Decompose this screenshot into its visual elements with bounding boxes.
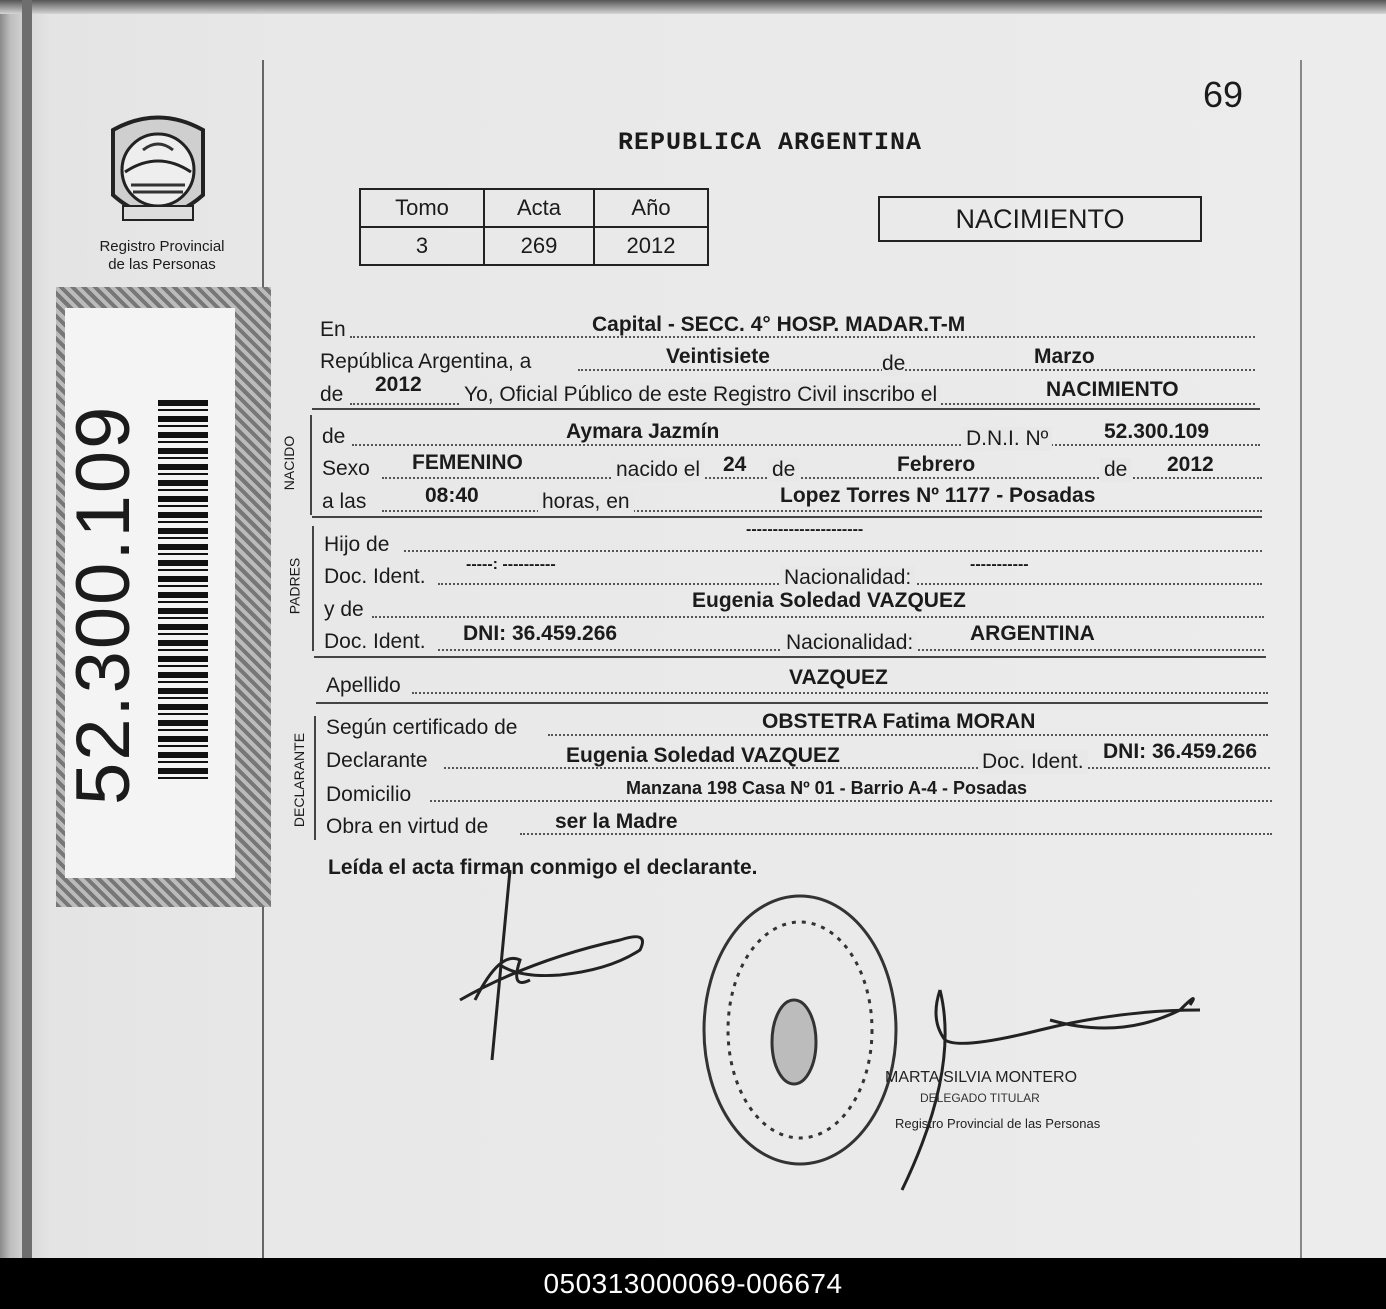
republica-label: República Argentina, a: [320, 350, 532, 373]
official-signature: [902, 990, 1200, 1190]
acta-header-tomo: Tomo: [360, 189, 484, 227]
dotted-line: [430, 800, 1272, 802]
section-divider: [314, 656, 1266, 658]
father-name-value: ----------------------: [746, 521, 864, 538]
en-label: En: [320, 318, 346, 341]
mother-nac-value: ARGENTINA: [970, 622, 1095, 645]
page-number: 69: [1203, 74, 1244, 115]
nacido-sidebar: [310, 415, 312, 515]
child-name-value: Aymara Jazmín: [566, 420, 720, 443]
horas-label: horas, en: [538, 490, 634, 514]
dni-label: D.N.I. Nº: [962, 427, 1052, 451]
mother-doc-value: DNI: 36.459.266: [463, 622, 618, 645]
domicilio-value: Manzana 198 Casa Nº 01 - Barrio A-4 - Posadas: [626, 778, 1028, 798]
mother-nac-label: Nacionalidad:: [782, 631, 917, 655]
y-de-label: y de: [324, 598, 364, 621]
declarante-doc-label: Doc. Ident.: [978, 750, 1088, 774]
page-top-shadow: [0, 0, 1386, 14]
acta-value-tomo: 3: [360, 227, 484, 265]
footer-code: 050313000069-006674: [543, 1268, 843, 1299]
domicilio-label: Domicilio: [326, 783, 412, 806]
segun-value: OBSTETRA Fatima MORAN: [762, 710, 1036, 733]
birth-day-value: 24: [723, 453, 747, 476]
father-doc-label: Doc. Ident.: [324, 565, 426, 588]
father-nac-value: -----------: [970, 556, 1029, 573]
sexo-value: FEMENINO: [412, 451, 523, 474]
dotted-line: [372, 616, 1264, 618]
nacido-de2-label: de: [768, 458, 799, 482]
acta-value-ano: 2012: [594, 227, 708, 265]
declarante-value: Eugenia Soledad VAZQUEZ: [566, 744, 840, 767]
mother-name-value: Eugenia Soledad VAZQUEZ: [692, 589, 966, 612]
section-divider: [312, 408, 1260, 410]
father-nac-label: Nacionalidad:: [780, 566, 915, 590]
apellido-value: VAZQUEZ: [789, 666, 888, 689]
hijo-de-label: Hijo de: [324, 533, 390, 556]
obra-label: Obra en virtud de: [326, 815, 489, 838]
declarante-doc-value: DNI: 36.459.266: [1103, 740, 1258, 763]
document-title: REPUBLICA ARGENTINA: [617, 128, 923, 157]
month-value: Marzo: [1034, 345, 1095, 368]
official-title: DELEGADO TITULAR: [920, 1091, 1040, 1105]
acta-table: [359, 188, 709, 266]
nacido-de3-label: de: [1100, 458, 1131, 482]
en-value: Capital - SECC. 4° HOSP. MADAR.T-M: [592, 313, 966, 336]
section-divider: [316, 702, 1268, 704]
signatures-and-stamps: [440, 860, 1280, 1200]
nacido-section-label: NACIDO: [281, 435, 298, 491]
dotted-line: [578, 369, 1255, 371]
acta-table-header-row: [360, 189, 708, 227]
book-binding: [22, 0, 32, 1258]
dotted-line: [548, 734, 1268, 736]
birth-place-value: Lopez Torres Nº 1177 - Posadas: [780, 484, 1096, 507]
padres-section-label: PADRES: [286, 557, 303, 615]
official-office: Registro Provincial de las Personas: [895, 1116, 1101, 1131]
registry-caption-line1: Registro Provincial: [99, 238, 225, 255]
page-right-border: [1300, 60, 1302, 1260]
padres-sidebar: [312, 526, 314, 651]
sexo-label: Sexo: [322, 457, 370, 480]
segun-label: Según certificado de: [326, 716, 518, 739]
barcode-number: 52.300.109: [61, 404, 146, 805]
year-value: 2012: [375, 373, 422, 396]
birth-month-value: Febrero: [897, 453, 976, 476]
father-doc-value: -----: ----------: [466, 556, 556, 573]
section-divider: [312, 516, 1262, 518]
official-name: MARTA SILVIA MONTERO: [885, 1069, 1078, 1086]
acta-header-ano: Año: [594, 189, 708, 227]
declarante-sidebar: [314, 716, 316, 840]
nacido-de-label: de: [322, 425, 346, 448]
declarante-label: Declarante: [326, 749, 428, 772]
yo-label: Yo, Oficial Público de este Registro Civil inscribo el: [460, 383, 941, 407]
acta-value-acta: 269: [484, 227, 594, 265]
hour-value: 08:40: [425, 484, 479, 507]
document-type-box: NACIMIENTO: [878, 196, 1202, 242]
dotted-line: [382, 510, 1262, 512]
dotted-line: [352, 444, 1260, 446]
round-registry-stamp: [704, 896, 896, 1164]
inscribo-value: NACIMIENTO: [1046, 378, 1179, 401]
de-label: de: [882, 352, 906, 375]
day-value: Veintisiete: [666, 345, 770, 368]
a-las-label: a las: [322, 490, 367, 513]
footer-code-bar: [0, 1258, 1386, 1309]
de2-label: de: [320, 383, 344, 406]
declarante-section-label: DECLARANTE: [291, 732, 308, 828]
closing-statement: Leída el acta firman conmigo el declarante.: [328, 856, 758, 879]
nacido-el-label: nacido el: [612, 458, 704, 482]
registry-caption-line2: de las Personas: [108, 256, 216, 273]
dotted-line: [404, 550, 1262, 552]
declarant-signature: [460, 870, 643, 1060]
acta-header-acta: Acta: [484, 189, 594, 227]
obra-value: ser la Madre: [555, 810, 678, 833]
provincial-seal-logo: [103, 110, 213, 230]
dotted-line: [412, 692, 1268, 694]
apellido-label: Apellido: [326, 674, 401, 697]
mother-doc-label: Doc. Ident.: [324, 630, 426, 653]
birth-year-value: 2012: [1167, 453, 1214, 476]
dni-value: 52.300.109: [1104, 420, 1210, 443]
acta-table-value-row: [360, 227, 708, 265]
barcode-bars: [158, 400, 208, 780]
